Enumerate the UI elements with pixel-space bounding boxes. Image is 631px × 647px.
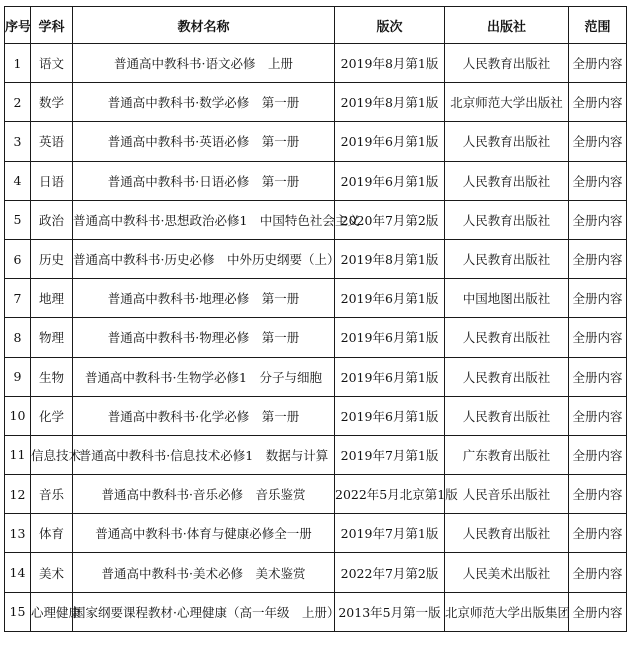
edition-cell: 2019年6月第1版	[335, 161, 445, 200]
row-number: 3	[5, 122, 31, 161]
table-row	[5, 44, 627, 83]
scope-cell: 全册内容	[569, 592, 627, 631]
edition-cell: 2019年8月第1版	[335, 83, 445, 122]
publisher-cell: 人民教育出版社	[445, 396, 569, 435]
header-publisher: 出版社	[445, 7, 569, 44]
table-row	[5, 83, 627, 122]
scope-cell: 全册内容	[569, 553, 627, 592]
subject-cell: 生物	[31, 357, 73, 396]
edition-cell: 2019年6月第1版	[335, 122, 445, 161]
publisher-cell: 人民音乐出版社	[445, 475, 569, 514]
edition-cell: 2022年5月北京第1版	[335, 475, 445, 514]
textbook-name-cell: 普通高中教科书·日语必修 第一册	[73, 161, 335, 200]
row-number: 14	[5, 553, 31, 592]
edition-cell: 2019年8月第1版	[335, 44, 445, 83]
publisher-cell: 广东教育出版社	[445, 435, 569, 474]
scope-cell: 全册内容	[569, 279, 627, 318]
scope-cell: 全册内容	[569, 239, 627, 278]
subject-cell: 历史	[31, 239, 73, 278]
scope-cell: 全册内容	[569, 435, 627, 474]
subject-cell: 体育	[31, 514, 73, 553]
publisher-cell: 北京师范大学出版集团	[445, 592, 569, 631]
header-edition: 版次	[335, 7, 445, 44]
publisher-cell: 人民教育出版社	[445, 514, 569, 553]
textbook-name-cell: 普通高中教科书·语文必修 上册	[73, 44, 335, 83]
textbook-name-cell: 普通高中教科书·体育与健康必修全一册	[73, 514, 335, 553]
textbook-name-cell: 普通高中教科书·地理必修 第一册	[73, 279, 335, 318]
scope-cell: 全册内容	[569, 475, 627, 514]
subject-cell: 语文	[31, 44, 73, 83]
publisher-cell: 人民教育出版社	[445, 122, 569, 161]
row-number: 4	[5, 161, 31, 200]
table-row	[5, 514, 627, 553]
publisher-cell: 人民教育出版社	[445, 44, 569, 83]
publisher-cell: 人民教育出版社	[445, 239, 569, 278]
header-row	[5, 7, 627, 44]
table-row	[5, 475, 627, 514]
textbook-name-cell: 普通高中教科书·美术必修 美术鉴赏	[73, 553, 335, 592]
row-number: 10	[5, 396, 31, 435]
scope-cell: 全册内容	[569, 357, 627, 396]
textbook-name-cell: 普通高中教科书·物理必修 第一册	[73, 318, 335, 357]
table-row	[5, 239, 627, 278]
table-row	[5, 161, 627, 200]
table-row	[5, 553, 627, 592]
subject-cell: 音乐	[31, 475, 73, 514]
textbook-name-cell: 普通高中教科书·英语必修 第一册	[73, 122, 335, 161]
textbook-name-cell: 普通高中教科书·历史必修 中外历史纲要（上）	[73, 239, 335, 278]
publisher-cell: 人民教育出版社	[445, 318, 569, 357]
row-number: 13	[5, 514, 31, 553]
edition-cell: 2019年6月第1版	[335, 357, 445, 396]
publisher-cell: 中国地图出版社	[445, 279, 569, 318]
publisher-cell: 人民教育出版社	[445, 200, 569, 239]
row-number: 12	[5, 475, 31, 514]
table-row	[5, 357, 627, 396]
edition-cell: 2019年7月第1版	[335, 435, 445, 474]
textbook-name-cell: 普通高中教科书·思想政治必修1 中国特色社会主义	[73, 200, 335, 239]
textbook-name-cell: 普通高中教科书·音乐必修 音乐鉴赏	[73, 475, 335, 514]
table-row	[5, 122, 627, 161]
header-textbook-name: 教材名称	[73, 7, 335, 44]
subject-cell: 美术	[31, 553, 73, 592]
scope-cell: 全册内容	[569, 200, 627, 239]
edition-cell: 2022年7月第2版	[335, 553, 445, 592]
table-row	[5, 396, 627, 435]
subject-cell: 心理健康	[31, 592, 73, 631]
table-row	[5, 279, 627, 318]
publisher-cell: 人民教育出版社	[445, 357, 569, 396]
edition-cell: 2019年7月第1版	[335, 514, 445, 553]
subject-cell: 信息技术	[31, 435, 73, 474]
edition-cell: 2019年6月第1版	[335, 318, 445, 357]
row-number: 15	[5, 592, 31, 631]
row-number: 5	[5, 200, 31, 239]
header-subject: 学科	[31, 7, 73, 44]
header-no: 序号	[5, 7, 31, 44]
table-row	[5, 592, 627, 631]
textbook-name-cell: 普通高中教科书·信息技术必修1 数据与计算	[73, 435, 335, 474]
publisher-cell: 北京师范大学出版社	[445, 83, 569, 122]
table-row	[5, 318, 627, 357]
row-number: 1	[5, 44, 31, 83]
edition-cell: 2019年6月第1版	[335, 396, 445, 435]
edition-cell: 2019年6月第1版	[335, 279, 445, 318]
row-number: 6	[5, 239, 31, 278]
subject-cell: 地理	[31, 279, 73, 318]
scope-cell: 全册内容	[569, 122, 627, 161]
row-number: 8	[5, 318, 31, 357]
subject-cell: 日语	[31, 161, 73, 200]
subject-cell: 化学	[31, 396, 73, 435]
textbook-name-cell: 普通高中教科书·生物学必修1 分子与细胞	[73, 357, 335, 396]
row-number: 9	[5, 357, 31, 396]
scope-cell: 全册内容	[569, 396, 627, 435]
textbook-name-cell: 普通高中教科书·数学必修 第一册	[73, 83, 335, 122]
edition-cell: 2020年7月第2版	[335, 200, 445, 239]
row-number: 2	[5, 83, 31, 122]
table-row	[5, 200, 627, 239]
subject-cell: 英语	[31, 122, 73, 161]
row-number: 7	[5, 279, 31, 318]
scope-cell: 全册内容	[569, 44, 627, 83]
textbook-name-cell: 国家纲要课程教材·心理健康（高一年级 上册）	[73, 592, 335, 631]
textbook-table	[4, 6, 627, 632]
textbook-name-cell: 普通高中教科书·化学必修 第一册	[73, 396, 335, 435]
edition-cell: 2013年5月第一版	[335, 592, 445, 631]
scope-cell: 全册内容	[569, 83, 627, 122]
publisher-cell: 人民美术出版社	[445, 553, 569, 592]
subject-cell: 物理	[31, 318, 73, 357]
scope-cell: 全册内容	[569, 318, 627, 357]
table-row	[5, 435, 627, 474]
subject-cell: 政治	[31, 200, 73, 239]
scope-cell: 全册内容	[569, 161, 627, 200]
subject-cell: 数学	[31, 83, 73, 122]
publisher-cell: 人民教育出版社	[445, 161, 569, 200]
row-number: 11	[5, 435, 31, 474]
edition-cell: 2019年8月第1版	[335, 239, 445, 278]
scope-cell: 全册内容	[569, 514, 627, 553]
header-scope: 范围	[569, 7, 627, 44]
